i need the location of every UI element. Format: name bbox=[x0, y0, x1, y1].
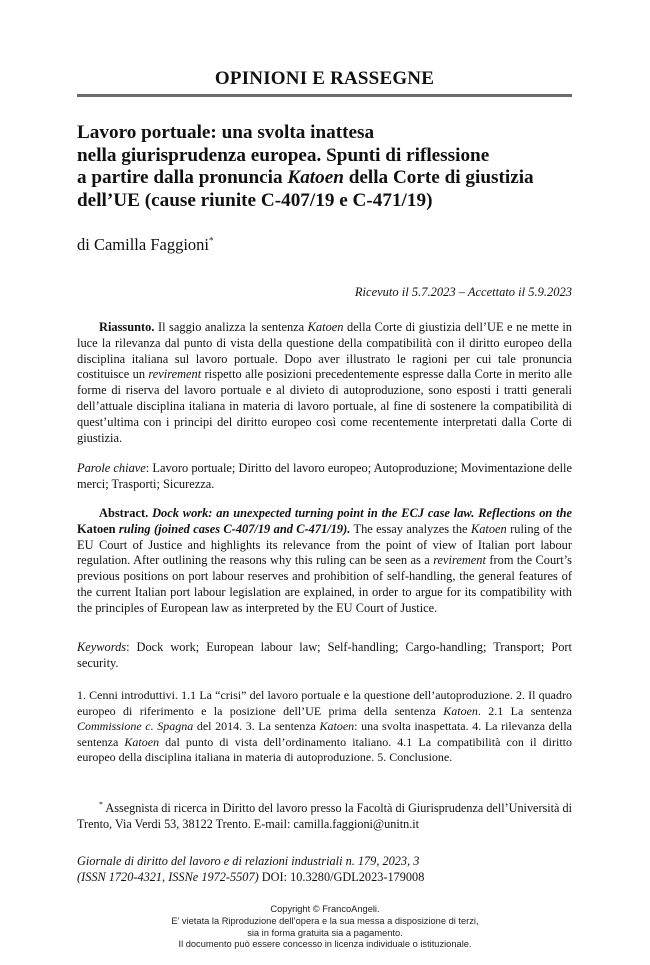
toc-italic: Katoen bbox=[443, 703, 478, 718]
footnote-marker: * bbox=[99, 800, 103, 809]
table-of-contents bbox=[77, 688, 572, 766]
copyright-line: Copyright © FrancoAngeli. bbox=[270, 904, 380, 914]
abstract-title-case: Katoen bbox=[77, 521, 116, 536]
toc-italic: Katoen bbox=[124, 734, 160, 749]
abstract-text: The essay analyzes the bbox=[350, 521, 471, 536]
keywords-label: Keywords bbox=[77, 640, 127, 654]
toc-text: del 2014. 3. La sentenza bbox=[193, 719, 320, 734]
title-line-4: dell’UE (cause riunite C-407/19 e C-471/19) bbox=[77, 189, 433, 211]
parole-chiave-paragraph bbox=[77, 461, 572, 493]
title-line-3-pre: a partire dalla pronuncia bbox=[77, 167, 288, 188]
copyright-line: E’ vietata la Riproduzione dell’opera e la sua messa a disposizione di terzi, bbox=[171, 915, 479, 926]
toc-text: 1. Cenni introduttivi. 1.1 La “crisi” del lavoro portuale e la questione dell’autoproduzione. 2. Il quadro europeo di riferimento e la posizione dell’UE prima della sentenza bbox=[77, 688, 572, 718]
parole-chiave-text: : Lavoro portuale; Diritto del lavoro europeo; Autoproduzione; Movimentazione delle merci; Trasporti; Sicurezza. bbox=[77, 461, 572, 491]
abstract-text: from the Court’s previous positions on port labour reserves and prohibition of self-handling, the general features of the current Italian port labour legislation are explained, in order to argue for its compatibility with the principles of European law as interpreted by the EU Court of Justice. bbox=[77, 553, 572, 615]
toc-italic: Commissione c. Spagna bbox=[77, 719, 194, 734]
article-title bbox=[77, 122, 577, 212]
copyright-line: sia in forma gratuita sia a pagamento. bbox=[247, 927, 403, 938]
author-footnote-marker: * bbox=[209, 235, 214, 246]
title-line-2: nella giurisprudenza europea. Spunti di riflessione bbox=[77, 144, 490, 166]
toc-text: dal punto di vista dell’ordinamento italiano. 4.1 La compatibilità con il diritto europeo della disciplina italiana in materia di autoproduzione. 5. Conclusione. bbox=[77, 734, 573, 765]
toc-italic: Katoen bbox=[319, 719, 355, 734]
riassunto-italic: revirement bbox=[148, 367, 202, 382]
received-dates: Ricevuto il 5.7.2023 – Accettato il 5.9.2023 bbox=[354, 285, 572, 299]
section-rule bbox=[77, 94, 572, 97]
journal-doi: DOI: 10.3280/GDL2023-179008 bbox=[258, 870, 425, 884]
copyright-line: Il documento può essere concesso in licenza individuale o istituzionale. bbox=[178, 939, 472, 950]
abstract-paragraph bbox=[77, 506, 572, 617]
title-line-3-post: della Corte di giustizia bbox=[343, 167, 534, 188]
journal-citation bbox=[77, 853, 424, 885]
abstract-text: ruling of the EU Court of Justice and highlights its relevance from the point of view of Italian port labour regulation. After outlining the reasons why this ruling can be seen as a bbox=[77, 521, 572, 568]
abstract-title: Dock work: an unexpected turning point in the ECJ case law. Reflections on the bbox=[148, 506, 572, 520]
keywords-paragraph bbox=[77, 640, 572, 672]
abstract-italic: Katoen bbox=[470, 521, 507, 536]
section-header: OPINIONI E RASSEGNE bbox=[214, 68, 435, 89]
footnote-text: Assegnista di ricerca in Diritto del lavoro presso la Facoltà di Giurisprudenza dell’Università di Trento, Via Verdi 53, 38122 Trento. E-mail: camilla.faggioni@unitn.it bbox=[77, 801, 572, 831]
riassunto-text: della Corte di giustizia dell’UE e ne mette in luce la rilevanza dal punto di vista della questione della compatibilità con il diritto europeo della disciplina italiana sul lavoro portuale. Dopo aver illustrato le ragioni per cui tale pronuncia costituisce un bbox=[77, 320, 572, 382]
author-prefix: di bbox=[77, 235, 94, 254]
keywords-text: : Dock work; European labour law; Self-handling; Cargo-handling; Transport; Port security. bbox=[77, 640, 572, 670]
abstract-label: Abstract. bbox=[99, 506, 149, 520]
riassunto-paragraph bbox=[77, 320, 572, 446]
journal-issn: (ISSN 1720-4321, ISSNe 1972-5507) bbox=[77, 870, 259, 884]
toc-text: . 2.1 La sentenza bbox=[477, 703, 572, 718]
abstract-title: ruling (joined cases C-407/19 and C-471/19). bbox=[115, 521, 351, 536]
author-footnote bbox=[77, 797, 572, 832]
toc-text: : una svolta inaspettata. 4. La rilevanza della sentenza bbox=[77, 719, 573, 749]
riassunto-text: Il saggio analizza la sentenza bbox=[154, 320, 308, 334]
riassunto-text: rispetto alle posizioni precedentemente espresse dalla Corte in merito alle forme di riserva del lavoro portuale e al divieto di autoproduzione, sono esposti i tratti generali dell’attuale disciplina italiana in materia di lavoro portuale, al fine di sostenere la compatibilità di quest’ultima con i principi del diritto europeo così come recentemente interpretati dalla Corte di giustizia. bbox=[77, 367, 572, 445]
riassunto-label: Riassunto. bbox=[99, 320, 155, 334]
author-line bbox=[77, 235, 214, 255]
title-line-1: Lavoro portuale: una svolta inattesa bbox=[77, 122, 375, 143]
riassunto-italic: Katoen bbox=[307, 320, 344, 334]
copyright-notice bbox=[100, 904, 550, 951]
author-name: Camilla Faggioni bbox=[93, 235, 210, 254]
parole-chiave-label: Parole chiave bbox=[77, 461, 146, 475]
journal-name: Giornale di diritto del lavoro e di relazioni industriali n. 179, 2023, 3 bbox=[77, 854, 420, 868]
title-case-name: Katoen bbox=[287, 167, 344, 188]
title-line-3 bbox=[77, 167, 577, 190]
abstract-italic: revirement bbox=[433, 553, 486, 568]
